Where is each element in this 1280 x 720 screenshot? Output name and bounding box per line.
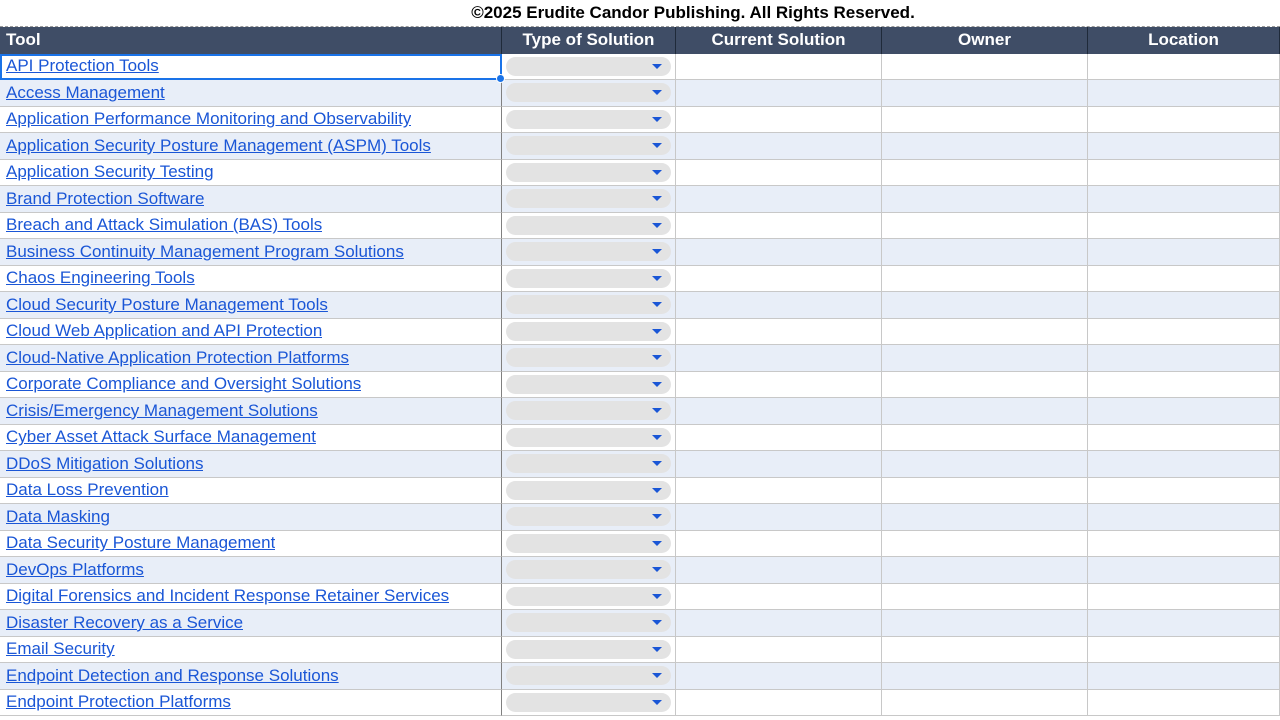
tool-cell[interactable] (0, 80, 502, 107)
type-of-solution-cell[interactable] (502, 637, 676, 664)
tool-link[interactable]: Application Security Testing (6, 162, 214, 182)
type-of-solution-cell[interactable] (502, 610, 676, 637)
chevron-down-icon[interactable] (652, 461, 662, 466)
header-tool[interactable]: Tool (0, 27, 502, 54)
current-solution-cell[interactable] (676, 239, 882, 266)
type-of-solution-cell[interactable] (502, 345, 676, 372)
tool-cell[interactable] (0, 213, 502, 240)
owner-cell[interactable] (882, 292, 1088, 319)
current-solution-cell[interactable] (676, 610, 882, 637)
type-of-solution-dropdown[interactable] (506, 242, 671, 261)
tool-link[interactable]: Data Security Posture Management (6, 533, 276, 553)
current-solution-cell[interactable] (676, 478, 882, 505)
chevron-down-icon[interactable] (652, 355, 662, 360)
type-of-solution-cell[interactable] (502, 319, 676, 346)
chevron-down-icon[interactable] (652, 196, 662, 201)
tool-cell[interactable] (0, 478, 502, 505)
owner-cell[interactable] (882, 54, 1088, 81)
current-solution-cell[interactable] (676, 504, 882, 531)
tool-cell[interactable] (0, 610, 502, 637)
owner-cell[interactable] (882, 80, 1088, 107)
header-owner[interactable]: Owner (882, 27, 1088, 54)
current-solution-cell[interactable] (676, 637, 882, 664)
owner-cell[interactable] (882, 319, 1088, 346)
tool-link[interactable]: Corporate Compliance and Oversight Solutions (6, 374, 362, 394)
current-solution-cell[interactable] (676, 557, 882, 584)
type-of-solution-cell[interactable] (502, 372, 676, 399)
owner-cell[interactable] (882, 425, 1088, 452)
current-solution-cell[interactable] (676, 54, 882, 81)
type-of-solution-dropdown[interactable] (506, 401, 671, 420)
current-solution-cell[interactable] (676, 398, 882, 425)
type-of-solution-dropdown[interactable] (506, 216, 671, 235)
location-cell[interactable] (1088, 637, 1280, 664)
tool-link[interactable]: Cloud-Native Application Protection Platforms (6, 347, 349, 367)
type-of-solution-dropdown[interactable] (506, 481, 671, 500)
location-cell[interactable] (1088, 425, 1280, 452)
owner-cell[interactable] (882, 266, 1088, 293)
current-solution-cell[interactable] (676, 292, 882, 319)
tool-link[interactable]: DevOps Platforms (6, 559, 144, 579)
type-of-solution-dropdown[interactable] (506, 587, 671, 606)
type-of-solution-dropdown[interactable] (506, 613, 671, 632)
owner-cell[interactable] (882, 663, 1088, 690)
owner-cell[interactable] (882, 451, 1088, 478)
tool-link[interactable]: API Protection Tools (6, 56, 159, 76)
owner-cell[interactable] (882, 504, 1088, 531)
location-cell[interactable] (1088, 54, 1280, 81)
owner-cell[interactable] (882, 637, 1088, 664)
type-of-solution-cell[interactable] (502, 80, 676, 107)
selection-handle[interactable] (496, 74, 505, 83)
type-of-solution-cell[interactable] (502, 160, 676, 187)
chevron-down-icon[interactable] (652, 594, 662, 599)
chevron-down-icon[interactable] (652, 382, 662, 387)
owner-cell[interactable] (882, 690, 1088, 717)
tool-cell[interactable] (0, 107, 502, 134)
tool-cell[interactable] (0, 531, 502, 558)
tool-link[interactable]: Digital Forensics and Incident Response Retainer Services (6, 586, 450, 606)
current-solution-cell[interactable] (676, 160, 882, 187)
type-of-solution-cell[interactable] (502, 478, 676, 505)
location-cell[interactable] (1088, 610, 1280, 637)
current-solution-cell[interactable] (676, 531, 882, 558)
chevron-down-icon[interactable] (652, 223, 662, 228)
location-cell[interactable] (1088, 292, 1280, 319)
current-solution-cell[interactable] (676, 584, 882, 611)
type-of-solution-dropdown[interactable] (506, 640, 671, 659)
owner-cell[interactable] (882, 186, 1088, 213)
location-cell[interactable] (1088, 531, 1280, 558)
type-of-solution-cell[interactable] (502, 213, 676, 240)
tool-link[interactable]: Breach and Attack Simulation (BAS) Tools (6, 215, 323, 235)
location-cell[interactable] (1088, 557, 1280, 584)
type-of-solution-cell[interactable] (502, 133, 676, 160)
current-solution-cell[interactable] (676, 345, 882, 372)
type-of-solution-cell[interactable] (502, 107, 676, 134)
type-of-solution-cell[interactable] (502, 663, 676, 690)
tool-link[interactable]: Data Masking (6, 506, 110, 526)
location-cell[interactable] (1088, 213, 1280, 240)
chevron-down-icon[interactable] (652, 170, 662, 175)
tool-cell[interactable] (0, 133, 502, 160)
chevron-down-icon[interactable] (652, 408, 662, 413)
owner-cell[interactable] (882, 584, 1088, 611)
current-solution-cell[interactable] (676, 690, 882, 717)
tool-cell[interactable] (0, 398, 502, 425)
type-of-solution-dropdown[interactable] (506, 507, 671, 526)
chevron-down-icon[interactable] (652, 64, 662, 69)
current-solution-cell[interactable] (676, 425, 882, 452)
header-current-solution[interactable]: Current Solution (676, 27, 882, 54)
tool-link[interactable]: Application Performance Monitoring and Observability (6, 109, 412, 129)
location-cell[interactable] (1088, 478, 1280, 505)
chevron-down-icon[interactable] (652, 90, 662, 95)
tool-cell[interactable] (0, 663, 502, 690)
type-of-solution-dropdown[interactable] (506, 428, 671, 447)
type-of-solution-dropdown[interactable] (506, 348, 671, 367)
owner-cell[interactable] (882, 478, 1088, 505)
owner-cell[interactable] (882, 239, 1088, 266)
chevron-down-icon[interactable] (652, 700, 662, 705)
location-cell[interactable] (1088, 80, 1280, 107)
chevron-down-icon[interactable] (652, 249, 662, 254)
current-solution-cell[interactable] (676, 372, 882, 399)
tool-link[interactable]: Cloud Security Posture Management Tools (6, 294, 328, 314)
tool-link[interactable]: Cloud Web Application and API Protection (6, 321, 323, 341)
type-of-solution-cell[interactable] (502, 398, 676, 425)
current-solution-cell[interactable] (676, 107, 882, 134)
type-of-solution-cell[interactable] (502, 266, 676, 293)
tool-link[interactable]: Business Continuity Management Program Solutions (6, 241, 404, 261)
type-of-solution-dropdown[interactable] (506, 110, 671, 129)
current-solution-cell[interactable] (676, 663, 882, 690)
type-of-solution-dropdown[interactable] (506, 375, 671, 394)
location-cell[interactable] (1088, 266, 1280, 293)
chevron-down-icon[interactable] (652, 143, 662, 148)
tool-link[interactable]: DDoS Mitigation Solutions (6, 453, 204, 473)
type-of-solution-cell[interactable] (502, 425, 676, 452)
tool-cell[interactable] (0, 292, 502, 319)
location-cell[interactable] (1088, 345, 1280, 372)
tool-cell[interactable] (0, 186, 502, 213)
chevron-down-icon[interactable] (652, 435, 662, 440)
location-cell[interactable] (1088, 663, 1280, 690)
tool-cell[interactable] (0, 584, 502, 611)
owner-cell[interactable] (882, 610, 1088, 637)
tool-table (0, 27, 1280, 716)
tool-cell[interactable] (0, 345, 502, 372)
chevron-down-icon[interactable] (652, 302, 662, 307)
current-solution-cell[interactable] (676, 266, 882, 293)
copyright-notice: ©2025 Erudite Candor Publishing. All Rights Reserved. (0, 0, 1280, 27)
owner-cell[interactable] (882, 372, 1088, 399)
owner-cell[interactable] (882, 160, 1088, 187)
type-of-solution-dropdown[interactable] (506, 693, 671, 712)
tool-link[interactable]: Cyber Asset Attack Surface Management (6, 427, 316, 447)
tool-cell[interactable] (0, 239, 502, 266)
owner-cell[interactable] (882, 345, 1088, 372)
type-of-solution-dropdown[interactable] (506, 57, 671, 76)
type-of-solution-dropdown[interactable] (506, 269, 671, 288)
type-of-solution-dropdown[interactable] (506, 136, 671, 155)
type-of-solution-dropdown[interactable] (506, 666, 671, 685)
tool-cell[interactable] (0, 160, 502, 187)
type-of-solution-cell[interactable] (502, 451, 676, 478)
tool-cell[interactable] (0, 266, 502, 293)
tool-cell[interactable] (0, 637, 502, 664)
current-solution-cell[interactable] (676, 80, 882, 107)
type-of-solution-cell[interactable] (502, 54, 676, 81)
type-of-solution-cell[interactable] (502, 531, 676, 558)
current-solution-cell[interactable] (676, 451, 882, 478)
owner-cell[interactable] (882, 107, 1088, 134)
tool-cell[interactable] (0, 557, 502, 584)
type-of-solution-cell[interactable] (502, 584, 676, 611)
chevron-down-icon[interactable] (652, 514, 662, 519)
tool-link[interactable]: Email Security (6, 639, 115, 659)
current-solution-cell[interactable] (676, 133, 882, 160)
type-of-solution-dropdown[interactable] (506, 163, 671, 182)
tool-link[interactable]: Access Management (6, 82, 165, 102)
location-cell[interactable] (1088, 451, 1280, 478)
location-cell[interactable] (1088, 398, 1280, 425)
tool-cell[interactable] (0, 504, 502, 531)
type-of-solution-dropdown[interactable] (506, 322, 671, 341)
location-cell[interactable] (1088, 504, 1280, 531)
chevron-down-icon[interactable] (652, 117, 662, 122)
location-cell[interactable] (1088, 690, 1280, 717)
type-of-solution-cell[interactable] (502, 186, 676, 213)
tool-cell[interactable] (0, 372, 502, 399)
tool-link[interactable]: Application Security Posture Management (ASPM) Tools (6, 135, 431, 155)
location-cell[interactable] (1088, 372, 1280, 399)
tool-link[interactable]: Chaos Engineering Tools (6, 268, 195, 288)
type-of-solution-dropdown[interactable] (506, 189, 671, 208)
location-cell[interactable] (1088, 319, 1280, 346)
tool-link[interactable]: Brand Protection Software (6, 188, 205, 208)
location-cell[interactable] (1088, 239, 1280, 266)
tool-link[interactable]: Endpoint Detection and Response Solutions (6, 665, 339, 685)
owner-cell[interactable] (882, 213, 1088, 240)
location-cell[interactable] (1088, 160, 1280, 187)
chevron-down-icon[interactable] (652, 647, 662, 652)
tool-cell[interactable] (0, 690, 502, 717)
type-of-solution-cell[interactable] (502, 292, 676, 319)
chevron-down-icon[interactable] (652, 488, 662, 493)
location-cell[interactable] (1088, 584, 1280, 611)
type-of-solution-cell[interactable] (502, 690, 676, 717)
owner-cell[interactable] (882, 557, 1088, 584)
chevron-down-icon[interactable] (652, 567, 662, 572)
owner-cell[interactable] (882, 398, 1088, 425)
owner-cell[interactable] (882, 531, 1088, 558)
type-of-solution-cell[interactable] (502, 504, 676, 531)
type-of-solution-dropdown[interactable] (506, 534, 671, 553)
tool-link[interactable]: Crisis/Emergency Management Solutions (6, 400, 318, 420)
chevron-down-icon[interactable] (652, 276, 662, 281)
type-of-solution-dropdown[interactable] (506, 83, 671, 102)
chevron-down-icon[interactable] (652, 673, 662, 678)
chevron-down-icon[interactable] (652, 329, 662, 334)
tool-cell[interactable] (0, 54, 502, 81)
current-solution-cell[interactable] (676, 213, 882, 240)
chevron-down-icon[interactable] (652, 620, 662, 625)
location-cell[interactable] (1088, 186, 1280, 213)
tool-cell[interactable] (0, 451, 502, 478)
header-type-of-solution[interactable]: Type of Solution (502, 27, 676, 54)
location-cell[interactable] (1088, 107, 1280, 134)
type-of-solution-dropdown[interactable] (506, 454, 671, 473)
type-of-solution-dropdown[interactable] (506, 295, 671, 314)
current-solution-cell[interactable] (676, 319, 882, 346)
current-solution-cell[interactable] (676, 186, 882, 213)
tool-link[interactable]: Data Loss Prevention (6, 480, 169, 500)
owner-cell[interactable] (882, 133, 1088, 160)
type-of-solution-dropdown[interactable] (506, 560, 671, 579)
location-cell[interactable] (1088, 133, 1280, 160)
type-of-solution-cell[interactable] (502, 557, 676, 584)
tool-link[interactable]: Disaster Recovery as a Service (6, 612, 244, 632)
type-of-solution-cell[interactable] (502, 239, 676, 266)
chevron-down-icon[interactable] (652, 541, 662, 546)
header-location[interactable]: Location (1088, 27, 1280, 54)
tool-cell[interactable] (0, 425, 502, 452)
tool-link[interactable]: Endpoint Protection Platforms (6, 692, 231, 712)
tool-cell[interactable] (0, 319, 502, 346)
